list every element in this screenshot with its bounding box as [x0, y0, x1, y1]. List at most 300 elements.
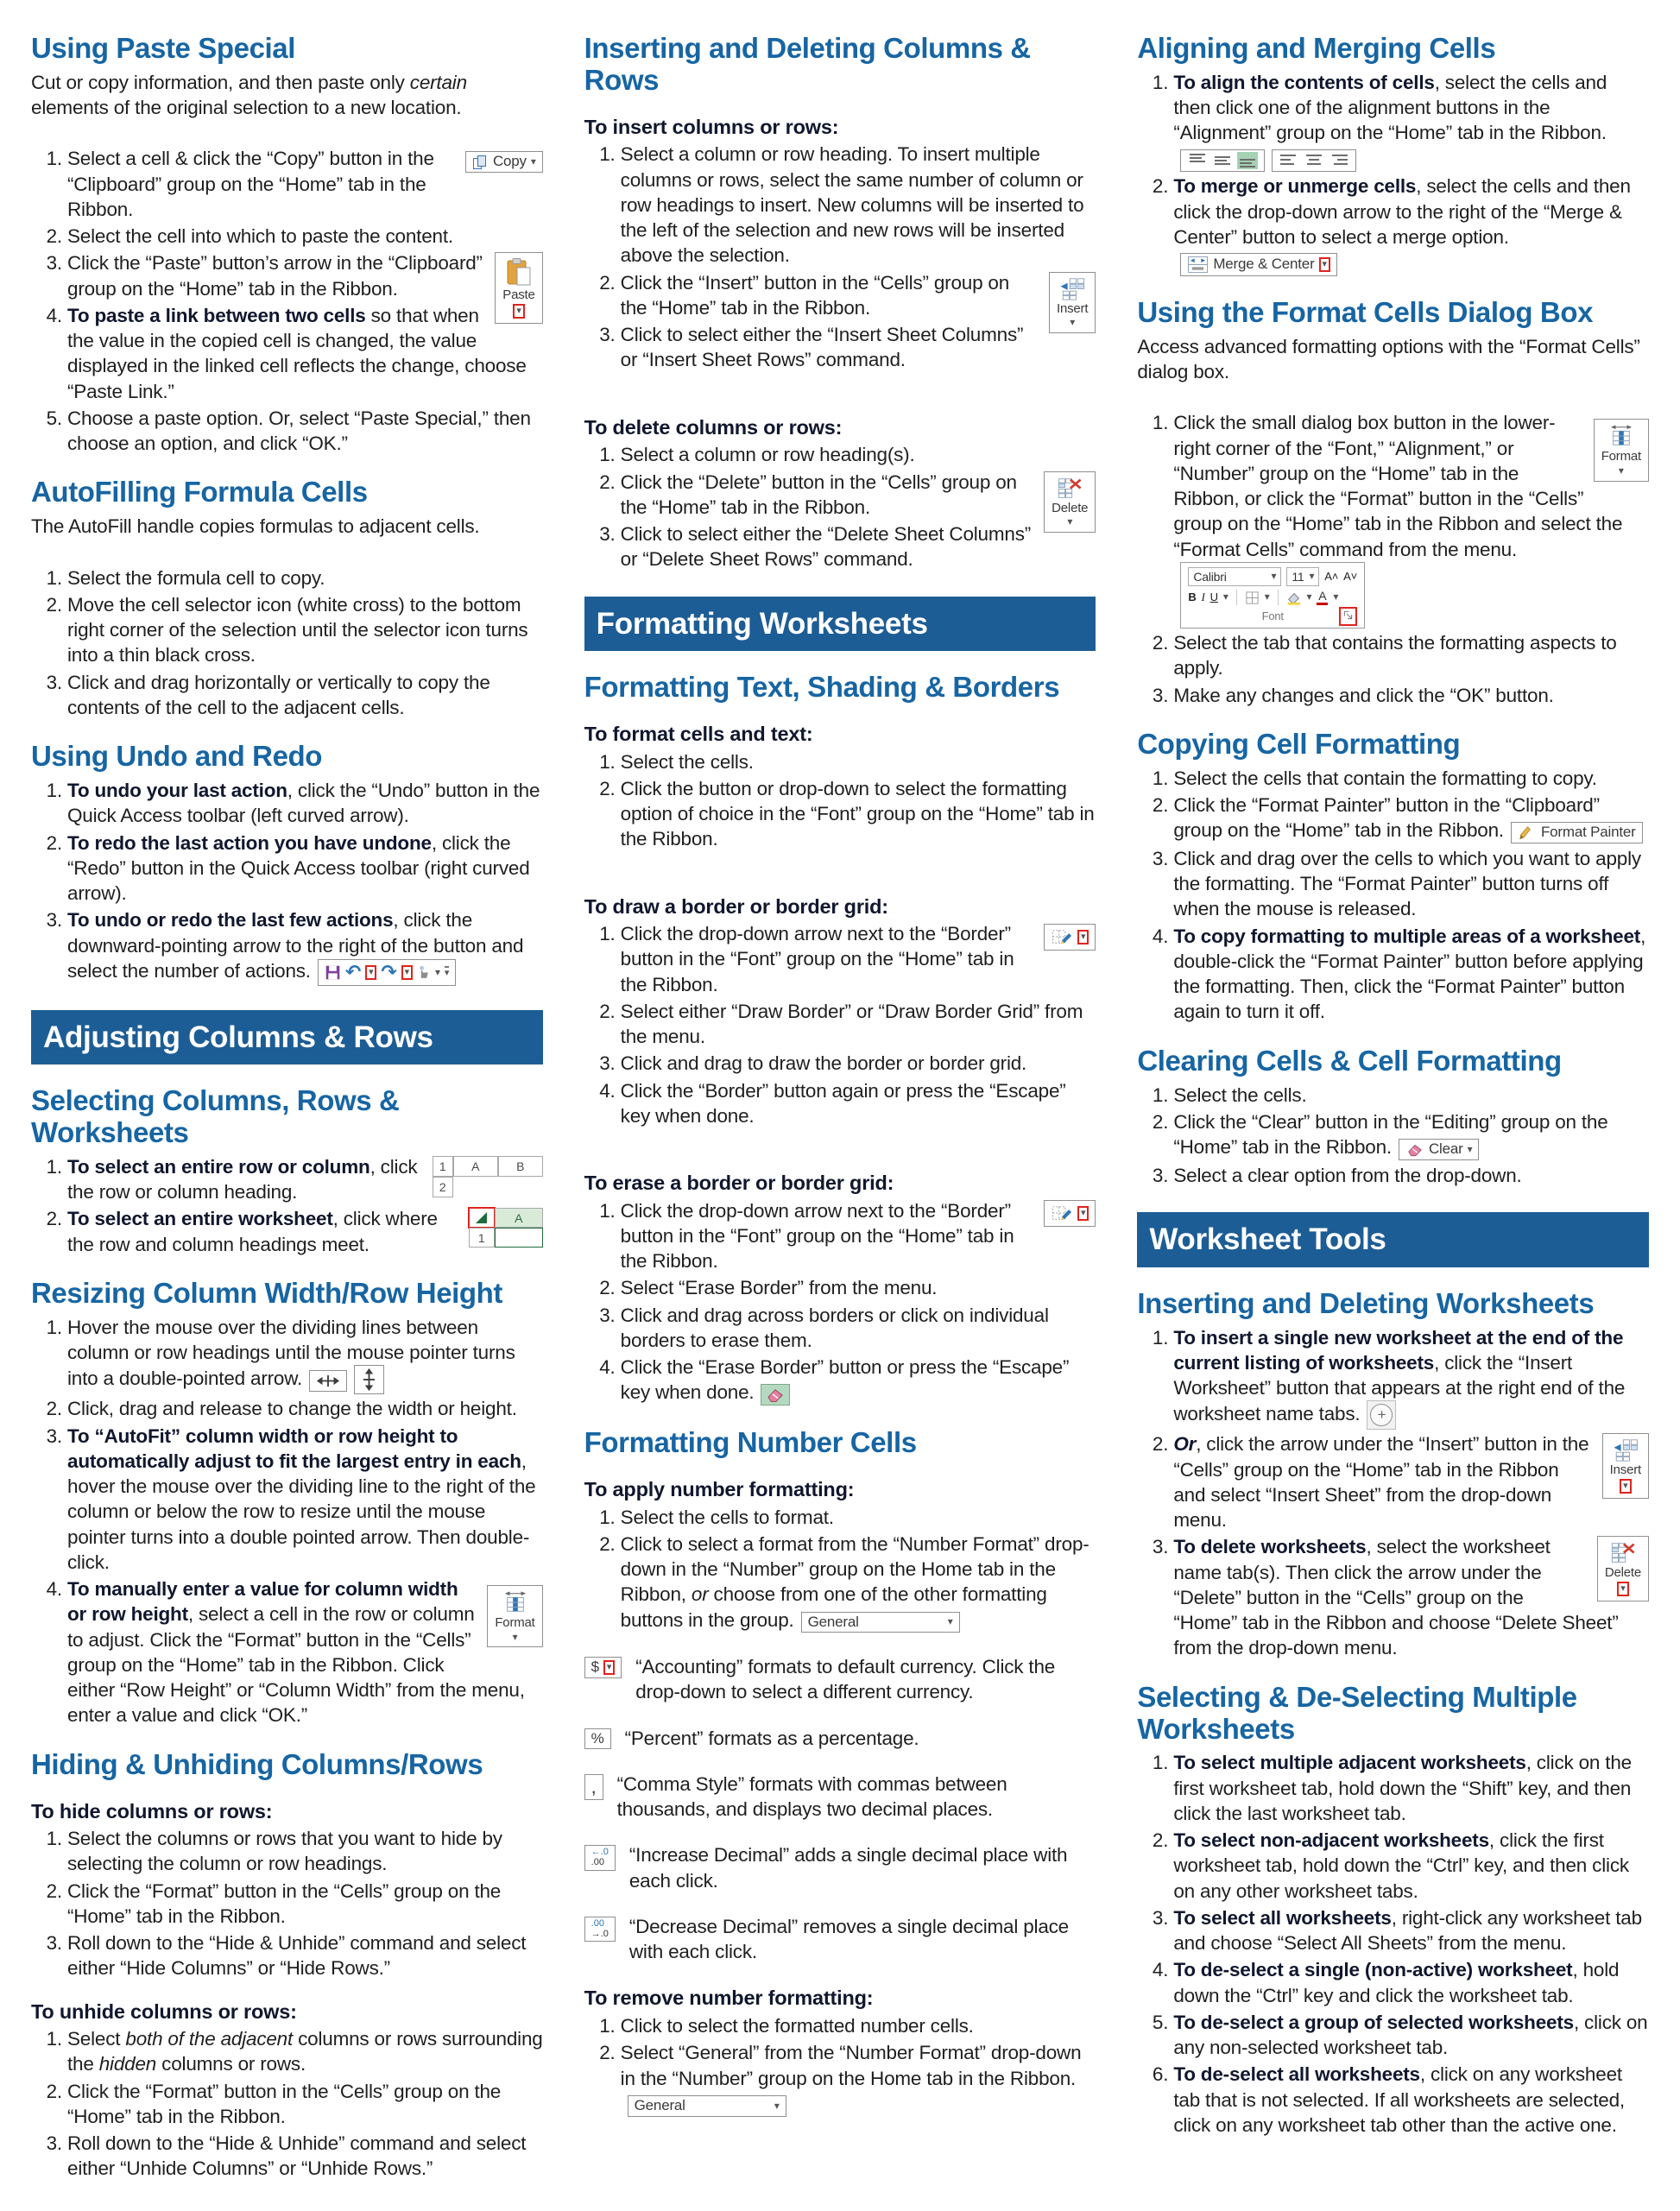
- spacer: [31, 123, 543, 144]
- numbered-steps: [584, 921, 1096, 1128]
- body-text: , hold down the “Ctrl” key and click the worksheet tab.: [1173, 1959, 1620, 2006]
- list-item: [621, 1275, 1096, 1300]
- body-text: , select the cells and then click the drop-down arrow to the right of the “Merge & Center” button to select a merge option.: [1173, 175, 1631, 248]
- list-item: [1173, 1109, 1649, 1161]
- list-item: [67, 1396, 543, 1421]
- numbered-steps: [1137, 1083, 1649, 1188]
- mini-sheet-cell: [498, 1177, 543, 1197]
- v-arrows: [361, 1368, 377, 1392]
- list-item: [621, 1051, 1096, 1076]
- erase-border-button: [761, 1384, 790, 1406]
- bold-text: To merge or unmerge cells: [1173, 175, 1417, 198]
- body-text: , click where the row and column headings meet.: [67, 1208, 438, 1255]
- chevron-down-icon: ▾: [1617, 1582, 1628, 1596]
- body-text: , click the arrow under the “Insert” button in the “Cells” group on the “Home” tab in the Ribbon and select “Insert Sheet” from the drop-down menu.: [1173, 1433, 1589, 1532]
- chevron-down-icon: ▾: [1264, 591, 1270, 603]
- percent-format-button: [584, 1728, 611, 1750]
- list-item: [67, 2079, 543, 2130]
- clear-eraser-icon: [1405, 1142, 1424, 1157]
- instruction-label: To remove number formatting:: [584, 1987, 874, 2010]
- body-text: Select either “Draw Border” or “Draw Border Grid” from the menu.: [620, 1000, 1083, 1048]
- chevron-down-icon: 1. ▾: [1077, 930, 1089, 944]
- customize-toolbar-icon: ▾: [444, 968, 450, 979]
- vertical-alignment-buttons: [1180, 149, 1265, 172]
- body-text: Click the “Clear” button in the “Editing” group on the “Home” tab in the Ribbon.: [1173, 1110, 1608, 1159]
- align-left-icon: [1279, 152, 1299, 169]
- body-text: so that when the value in the copied cell is changed, the value displayed in the linked cell reflects the change, choose “Paste Link.”: [67, 304, 527, 402]
- paragraph: [31, 514, 543, 539]
- numbered-steps: [31, 778, 543, 985]
- list-item: [621, 749, 1096, 774]
- numbered-steps: [1137, 1325, 1649, 1661]
- chevron-down-icon: ▾: [513, 304, 524, 319]
- spacer: [584, 1132, 1096, 1153]
- circled-plus-icon: +: [1370, 1404, 1393, 1426]
- list-item: [621, 322, 1096, 373]
- delete-button: [1044, 471, 1096, 533]
- body-text: Select the cells that contain the formatting to copy.: [1173, 767, 1597, 789]
- shrink-font-icon: A˅: [1343, 569, 1358, 583]
- list-item: [1173, 1828, 1649, 1904]
- format-button-glyph: [1608, 424, 1634, 448]
- list-item: [67, 224, 543, 249]
- align-top-icon: [1187, 152, 1208, 169]
- section-heading: Copying Cell Formatting: [1137, 727, 1461, 760]
- list-item: [67, 592, 543, 668]
- bold-text: To select an entire row or column: [67, 1155, 370, 1178]
- align-center-icon: [1304, 152, 1324, 169]
- format-button: [1594, 419, 1649, 481]
- body-text: certain: [409, 71, 467, 93]
- bold-text: To align the contents of cells: [1173, 71, 1435, 93]
- list-item: [67, 565, 543, 591]
- paragraph: [1137, 334, 1649, 385]
- body-text: elements of the original selection to a new location.: [31, 97, 462, 119]
- chevron-down-icon: ▾: [1306, 591, 1312, 603]
- increase-decimal-button: [584, 1845, 616, 1870]
- body-text: Click and drag over the cells to which you want to apply the formatting. The “Format Painter” button turns off when the mouse is released.: [1173, 847, 1641, 920]
- list-item: [67, 1424, 543, 1576]
- list-item: [67, 1879, 543, 1930]
- body-text: Click to select either the “Insert Sheet Columns” or “Insert Sheet Rows” command.: [620, 324, 1024, 371]
- body-text: Select a cell & click the “Copy” button in the “Clipboard” group on the “Home” tab in the Ribbon.: [67, 148, 434, 220]
- bold-text: To undo your last action: [67, 780, 287, 802]
- list-item: [620, 270, 1096, 329]
- list-item: [1173, 70, 1649, 172]
- body-text: “Percent” formats as a percentage.: [624, 1727, 919, 1749]
- number-format-dropdown: [628, 2095, 786, 2117]
- undo-icon: ↶: [344, 961, 362, 983]
- chevron-down-icon: ▾: [1309, 570, 1315, 583]
- list-item: [1173, 793, 1649, 844]
- bold-text: To paste a link between two cells: [67, 304, 366, 326]
- spacer: [584, 376, 1096, 397]
- body-text: Click the “Border” button again or press the “Escape” key when done.: [620, 1079, 1066, 1127]
- dialog-launcher-icon: [1339, 607, 1357, 626]
- body-text: , click the downward-pointing arrow to the right of the button and select the number of actions.: [67, 909, 524, 982]
- list-item: [621, 776, 1096, 852]
- list-item: [67, 2026, 543, 2077]
- list-item: [621, 1355, 1096, 1406]
- insert-button: [1602, 1433, 1649, 1499]
- numbered-steps: [31, 146, 543, 456]
- section-heading: Inserting and Deleting Worksheets: [1137, 1286, 1595, 1319]
- body-text: Click the drop-down arrow next to the “Border” button in the “Font” group on the “Home” tab in the Ribbon.: [620, 1199, 1014, 1273]
- body-text: Access advanced formatting options with the “Format Cells” dialog box.: [1137, 335, 1640, 383]
- list-item: [621, 921, 1096, 997]
- section-heading: Hiding & Unhiding Columns/Rows: [31, 1747, 483, 1780]
- align-right-icon: [1329, 152, 1349, 169]
- list-item: [1173, 2062, 1649, 2138]
- number-format-value: General: [634, 2096, 685, 2113]
- list-item: [1173, 1083, 1649, 1108]
- body-text: Click and drag horizontally or vertically to copy the contents of the cell to the adjacent cells.: [67, 671, 490, 718]
- spacer: [31, 543, 543, 564]
- body-text: , click the “Insert Worksheet” button that appears at the right end of the worksheet name tabs.: [1173, 1351, 1626, 1425]
- font-group-label: Font: [1261, 610, 1284, 623]
- body-text: Hover the mouse over the dividing lines between column or row headings until the mouse pointer turns into a double-pointed arrow.: [67, 1316, 515, 1390]
- list-item: [1173, 2010, 1649, 2061]
- format-button-glyph: [502, 1590, 528, 1614]
- list-item: [1173, 1905, 1649, 1956]
- insert-button-label: 2. Insert: [1057, 300, 1089, 316]
- row-1-heading: 1: [469, 1228, 495, 1248]
- align-middle-icon: [1212, 152, 1233, 169]
- column-2: [584, 33, 1096, 2185]
- chevron-down-icon: ▾: [1618, 464, 1624, 477]
- format-painter-label: Format Painter: [1540, 824, 1636, 841]
- number-format-value: General: [807, 1613, 859, 1630]
- section-banner: Adjusting Columns & Rows: [31, 1010, 543, 1065]
- instruction-label: To delete columns or rows:: [584, 415, 843, 439]
- list-item: [67, 1826, 543, 1877]
- chevron-down-icon: ▾: [512, 1630, 518, 1643]
- insert-button-glyph: [1058, 277, 1086, 300]
- paste-label: 3. Paste: [502, 287, 535, 303]
- instruction-label: To unhide columns or rows:: [31, 1999, 297, 2023]
- numbered-steps: [584, 1198, 1096, 1406]
- insert-button-label: 2. Insert: [1609, 1462, 1641, 1478]
- body-text: Select a column or row heading(s).: [620, 444, 915, 466]
- body-text: Click the “Insert” button in the “Cells” group on the “Home” tab in the Ribbon.: [620, 271, 1010, 319]
- body-text: Click to select a format from the “Number Format” drop-down in the “Number” group on the Home tab in the Ribbon,: [620, 1532, 1089, 1606]
- font-name-label: Calibri: [1193, 569, 1227, 584]
- align-bottom-icon: [1237, 152, 1258, 169]
- delete-button: [1597, 1536, 1649, 1601]
- bold-icon: B: [1188, 590, 1197, 603]
- chevron-down-icon: ▾: [1222, 591, 1228, 603]
- numbered-steps: [584, 142, 1096, 372]
- body-text: , select a cell in the row or column to adjust. Click the “Format” button in the “Cells” group on the “Home” tab in the Ribbon. Click either “Row Height” or “Column Width” from the menu, enter a value and click “OK.”: [67, 1603, 525, 1727]
- body-text: Select “Erase Border” from the menu.: [620, 1277, 938, 1299]
- merge-cells-icon: [1187, 256, 1209, 274]
- list-item: [621, 2040, 1096, 2117]
- body-text: Roll down to the “Hide & Unhide” command and select either “Hide Columns” or “Hide Rows.”: [67, 1932, 527, 1980]
- clear-label: Clear: [1428, 1140, 1463, 1158]
- section-heading: Using the Format Cells Dialog Box: [1137, 295, 1594, 328]
- h-arrows: [316, 1373, 340, 1389]
- list-item: [1173, 1750, 1649, 1826]
- italic-icon: I: [1201, 590, 1205, 603]
- paragraph: [31, 70, 543, 121]
- font-color-icon: [1317, 590, 1328, 605]
- bold-text: To manually enter a value for column width or row height: [67, 1578, 458, 1626]
- font-size-label: 11: [1292, 569, 1304, 584]
- format-button: [487, 1585, 542, 1647]
- mini-sheet-cell: [453, 1177, 498, 1197]
- bold-text: To de-select a group of selected worksheets: [1173, 2011, 1574, 2033]
- list-item: [1173, 846, 1649, 922]
- delete-button-glyph: [1609, 1541, 1637, 1564]
- list-item: [621, 1198, 1096, 1274]
- format-button-description: [625, 1726, 1096, 1751]
- body-text: “Decrease Decimal” removes a single decimal place with each click.: [628, 1915, 1069, 1963]
- list-item: [67, 1930, 543, 1981]
- list-item: [1173, 174, 1649, 276]
- section-heading: Resizing Column Width/Row Height: [31, 1276, 503, 1309]
- body-text: Select the cells to format.: [620, 1506, 834, 1528]
- chevron-down-icon: ▾: [434, 965, 440, 978]
- format-button-label: 4. Format: [495, 1615, 535, 1631]
- bold-text: To redo the last action you have undone: [67, 831, 432, 854]
- numbered-steps: [31, 565, 543, 721]
- percent-icon: %: [591, 1729, 604, 1747]
- chevron-down-icon: ▾: [530, 155, 536, 167]
- numbered-steps: [31, 1315, 543, 1728]
- body-text: Cut or copy information, and then paste only: [31, 71, 410, 93]
- body-text: Click, drag and release to change the width or height.: [67, 1398, 517, 1420]
- bold-text: To copy formatting to multiple areas of a worksheet: [1173, 925, 1641, 947]
- section-heading: AutoFilling Formula Cells: [31, 476, 368, 509]
- list-item: [67, 1576, 543, 1728]
- underline-icon: U: [1209, 590, 1218, 603]
- body-text: Select the cells.: [1173, 1083, 1307, 1106]
- instruction-label: To draw a border or border grid:: [584, 894, 888, 918]
- border-button: [1044, 1200, 1096, 1227]
- mini-sheet-cell: B: [498, 1156, 543, 1177]
- list-item: [1173, 766, 1649, 791]
- list-item: [621, 2013, 1096, 2038]
- decrease-decimal-button-top: .00: [591, 1917, 604, 1929]
- bold-text: Or: [1173, 1433, 1197, 1456]
- paste-button: [495, 252, 542, 324]
- column-a-heading: 2. A: [495, 1208, 543, 1228]
- mini-sheet-cell: 1. 1: [433, 1156, 453, 1177]
- body-text: , click the “Undo” button in the Quick Access toolbar (left curved arrow).: [67, 780, 540, 827]
- list-item: [67, 1206, 543, 1257]
- body-text: hidden: [98, 2053, 157, 2075]
- list-item: [620, 470, 1096, 528]
- bold-text: To delete worksheets: [1173, 1536, 1367, 1558]
- column-1: [31, 33, 543, 2185]
- save-icon: [325, 964, 341, 981]
- body-text: Click and drag across borders or click on individual borders to erase them.: [620, 1304, 1049, 1351]
- decrease-decimal-button-bottom: →.0: [591, 1928, 609, 1939]
- list-item: [1173, 1431, 1649, 1532]
- body-text: Click the “Format Painter” button in the “Clipboard” group on the “Home” tab in the Ribbon.: [1173, 793, 1600, 842]
- list-item: [67, 670, 543, 721]
- body-text: , click on any non-selected worksheet tab.: [1173, 2011, 1648, 2059]
- body-text: Click the “Format” button in the “Cells” group on the “Home” tab in the Ribbon.: [67, 2080, 502, 2127]
- bold-text: To “AutoFit” column width or row height to automatically adjust to fit the largest entry in each: [67, 1425, 521, 1472]
- format-button-row: [584, 1654, 1096, 1705]
- bold-text: To select all worksheets: [1173, 1906, 1392, 1929]
- format-button-row: [584, 1726, 1096, 1751]
- comma-icon: ,: [591, 1775, 597, 1797]
- numbered-steps: [584, 2013, 1096, 2117]
- list-item: [1173, 1325, 1649, 1431]
- body-text: , double-click the “Format Painter” button before applying the formatting. Then, click the “Format Painter” button again to turn it off.: [1173, 925, 1646, 1023]
- chevron-down-icon: ▾: [1319, 257, 1330, 272]
- insert-button: [1049, 272, 1096, 333]
- spacer: [584, 856, 1096, 876]
- font-name-dropdown: [1188, 567, 1281, 586]
- accounting-format-button: [584, 1657, 622, 1678]
- chevron-down-icon: ▾: [401, 965, 413, 980]
- list-item: [1173, 1534, 1649, 1660]
- chevron-down-icon: ▾: [1067, 515, 1073, 528]
- border-button: [1044, 924, 1096, 951]
- select-all-icon: [469, 1208, 543, 1248]
- list-item: [621, 1505, 1096, 1530]
- list-item: [1173, 1163, 1649, 1188]
- bold-text: To insert a single new worksheet at the end of the current listing of worksheets: [1173, 1326, 1624, 1374]
- format-button-description: [629, 1842, 1096, 1893]
- fill-color-icon: [1286, 591, 1302, 605]
- list-item: [621, 999, 1096, 1050]
- section-heading: Inserting and Deleting Columns & Rows: [584, 32, 1031, 96]
- numbered-steps: [1137, 70, 1649, 276]
- list-item: [67, 1315, 543, 1395]
- font-color-letter: A: [1318, 589, 1327, 603]
- body-text: Select the cells.: [620, 750, 754, 773]
- delete-button-glyph: [1056, 477, 1083, 500]
- section-heading: Using Undo and Redo: [31, 740, 323, 773]
- body-text: Select “General” from the “Number Format” drop-down in the “Number” group on the Home tab in the Ribbon.: [620, 2042, 1082, 2089]
- list-item: [1173, 683, 1649, 708]
- list-item: [621, 521, 1096, 572]
- list-item: [621, 142, 1096, 268]
- mini-sheet-cell: 2: [433, 1177, 453, 1197]
- delete-button-label: 2. Delete: [1052, 500, 1089, 515]
- body-text: Click and drag to draw the border or border grid.: [620, 1052, 1027, 1075]
- quick-access-toolbar: [318, 959, 456, 985]
- decrease-decimal-button: [584, 1917, 616, 1942]
- list-item: [67, 146, 543, 222]
- body-text: , hover the mouse over the dividing line to the right of the column or below the row to resize until the mouse pointer turns into a double pointed arrow. Then double-click.: [67, 1450, 536, 1573]
- section-heading: Formatting Number Cells: [584, 1426, 917, 1459]
- chevron-down-icon: ▾: [1271, 570, 1277, 583]
- comma-style-button: [584, 1774, 603, 1800]
- border-pencil-icon: [1051, 1203, 1073, 1224]
- paintbrush-icon: [1518, 824, 1537, 841]
- body-text: Select a column or row heading. To insert multiple columns or rows, select the same number of column or row headings to insert. New columns will be inserted to the left of the selection and new rows will be inserted above the selection.: [620, 143, 1084, 267]
- chevron-down-icon: ▾: [603, 1660, 615, 1675]
- section-heading: Selecting Columns, Rows & Worksheets: [31, 1084, 400, 1148]
- format-button-description: [617, 1772, 1096, 1822]
- body-text: “Increase Decimal” adds a single decimal place with each click.: [628, 1844, 1068, 1892]
- section-heading: Aligning and Merging Cells: [1137, 32, 1496, 64]
- merge-center-button: [1180, 253, 1337, 276]
- list-item: [67, 907, 543, 985]
- numbered-steps: [31, 1826, 543, 1981]
- body-text: Make any changes and click the “OK” button.: [1173, 684, 1554, 706]
- spacer: [1137, 388, 1649, 408]
- body-text: , click the row or column heading.: [67, 1155, 418, 1203]
- body-text: “Accounting” formats to default currency. Click the drop-down to select a different currency.: [635, 1656, 1056, 1703]
- body-text: columns or rows.: [156, 2053, 306, 2075]
- body-text: both of the adjacent: [125, 2028, 294, 2050]
- insert-button-glyph: [1612, 1438, 1639, 1462]
- format-button-description: [635, 1654, 1096, 1705]
- select-all-triangle-cell: [469, 1208, 495, 1228]
- chevron-down-icon: ▾: [1333, 591, 1339, 603]
- body-text: choose from one of the other formatting buttons in the group.: [620, 1583, 1047, 1631]
- chevron-down-icon: ▾: [1070, 316, 1076, 329]
- grow-font-icon: A˄: [1324, 569, 1339, 583]
- instruction-label: To format cells and text:: [584, 722, 813, 745]
- body-text: Choose a paste option. Or, select “Paste Special,” then choose an option, and click “OK.”: [67, 407, 531, 455]
- body-text: , select the worksheet name tab(s). Then click the arrow under the “Delete” button in the “Cells” group on the “Home” tab in the Ribbon and choose “Delete Sheet” from the drop-down menu.: [1173, 1536, 1619, 1659]
- increase-decimal-button-top: ←.0: [591, 1847, 609, 1858]
- list-item: [67, 303, 543, 404]
- merge-center-label: Merge & Center: [1213, 256, 1315, 273]
- list-item: [621, 1532, 1096, 1633]
- bold-text: To de-select a single (non-active) worksheet: [1173, 1959, 1573, 1981]
- body-text: Click the “Delete” button in the “Cells” group on the “Home” tab in the Ribbon.: [620, 471, 1017, 518]
- format-button-label: 1. Format: [1601, 449, 1641, 464]
- body-text: Click to select either the “Delete Sheet Columns” or “Delete Sheet Rows” command.: [620, 523, 1032, 571]
- clear-button: [1399, 1139, 1479, 1160]
- column-3: [1137, 33, 1649, 2185]
- redo-icon: ↷: [381, 961, 397, 983]
- border-button-icon: [1245, 591, 1260, 605]
- chevron-down-icon: ▾: [1467, 1143, 1473, 1156]
- bold-text: To select non-adjacent worksheets: [1173, 1829, 1489, 1852]
- body-text: Select the columns or rows that you want to hide by selecting the column or row headings.: [67, 1828, 502, 1875]
- font-size-dropdown: [1286, 567, 1319, 586]
- list-item: [67, 778, 543, 829]
- section-heading: Using Paste Special: [31, 32, 296, 64]
- copy-label: 1. Copy: [492, 153, 527, 170]
- list-item: [67, 831, 543, 907]
- numbered-steps: [584, 442, 1096, 572]
- instruction-label: To erase a border or border grid:: [584, 1172, 894, 1195]
- copy-icon: [472, 155, 489, 170]
- numbered-steps: [584, 1505, 1096, 1634]
- body-text: Select the tab that contains the formatting aspects to apply.: [1173, 632, 1617, 679]
- section-heading: Selecting & De-Selecting Multiple Worksheets: [1137, 1680, 1577, 1745]
- body-text: Select a clear option from the drop-down.: [1173, 1164, 1522, 1186]
- body-text: Click the drop-down arrow next to the “Border” button in the “Font” group on the “Home” tab in the Ribbon.: [620, 923, 1014, 995]
- chevron-down-icon: ▾: [1620, 1479, 1631, 1494]
- eraser-icon: [765, 1387, 786, 1403]
- section-heading: Clearing Cells & Cell Formatting: [1137, 1044, 1562, 1077]
- bold-text: To undo or redo the last few actions: [67, 909, 394, 932]
- copy-button: [465, 151, 543, 173]
- vertical-resize-pointer-icon: [354, 1365, 384, 1394]
- chevron-down-icon: ▾: [774, 2099, 780, 2112]
- body-text: , click on any worksheet tab that is not selected. If all worksheets are selected, click on any worksheet tab other than the active one.: [1173, 2063, 1625, 2136]
- body-text: Select the formula cell to copy.: [67, 566, 325, 589]
- list-item: [621, 442, 1096, 467]
- body-text: Click the small dialog box button in the lower-right corner of the “Font,” “Alignment,” or “Number” group on the “Home” tab in the Ribbon, or click the “Format” button in the “Cells” group on the “Home” tab in the Ribbon and select the “Format Cells” command from the menu.: [1173, 412, 1623, 560]
- list-item: [621, 1078, 1096, 1129]
- numbered-steps: [584, 749, 1096, 852]
- paste-clipboard-icon: [504, 257, 534, 287]
- list-item: [1173, 1957, 1649, 2008]
- body-text: Click the “Erase Border” button or press the “Escape” key when done.: [620, 1356, 1070, 1404]
